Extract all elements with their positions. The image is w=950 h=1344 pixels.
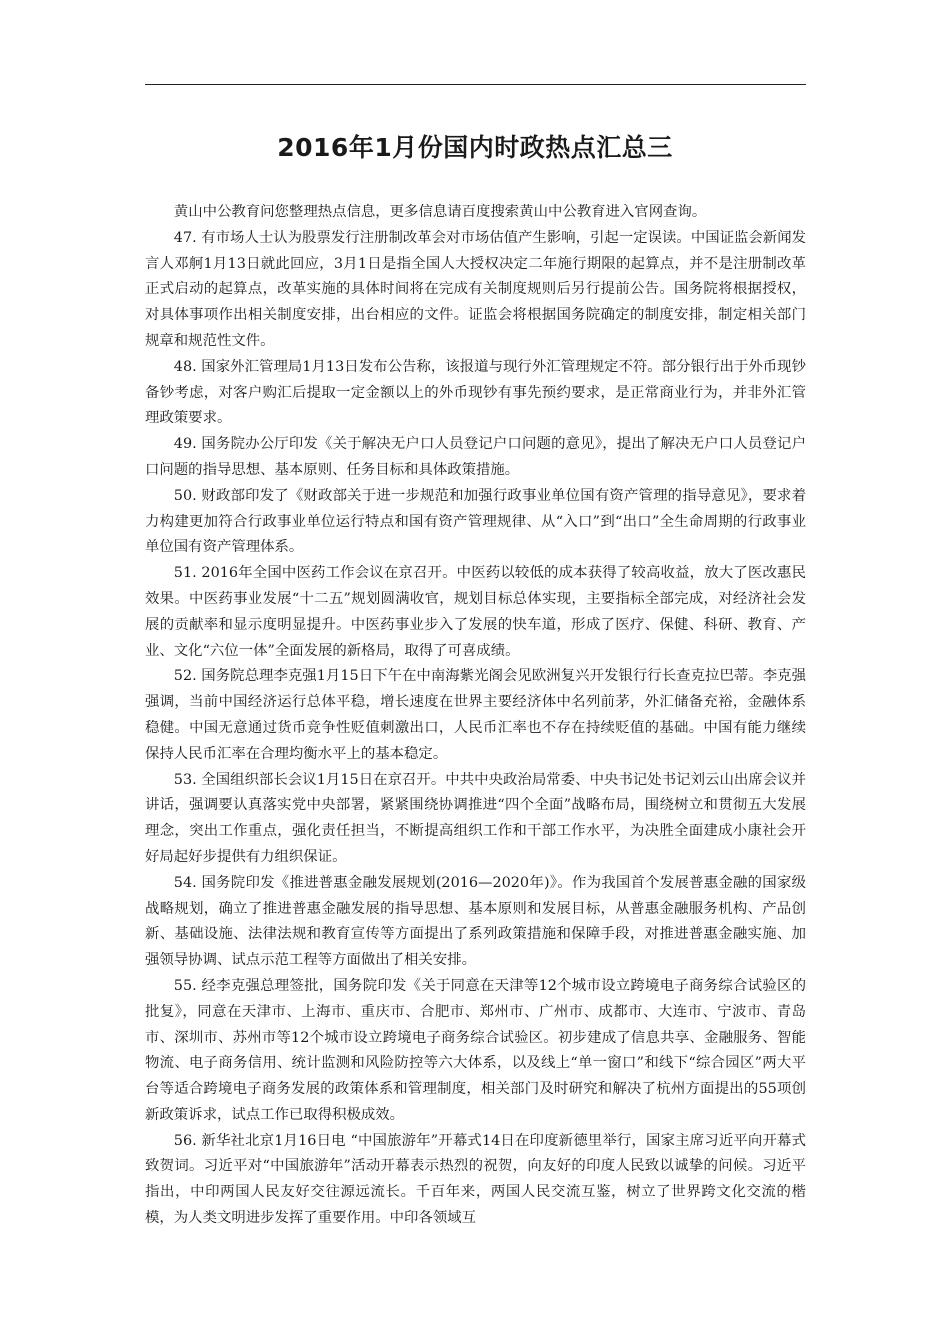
- news-item-51: 51. 2016年全国中医药工作会议在京召开。中医药以较低的成本获得了较高收益，放大了医改惠民效果。中医药事业发展“十二五”规划圆满收官，规划目标总体实现，主要指标全部完成，对经济社会发展的贡献率和显示度明显提升。中医药事业步入了发展的快车道，形成了医疗、保健、科研、教育、产业、文化“六位一体”全面发展的新格局，取得了可喜成绩。: [145, 565, 806, 659]
- news-item-52: 52. 国务院总理李克强1月15日下午在中南海紫光阁会见欧洲复兴开发银行行长查克拉巴蒂。李克强强调，当前中国经济运行总体平稳，增长速度在世界主要经济体中名列前茅，外汇储备充裕，金融体系稳健。中国无意通过货币竞争性贬值刺激出口，人民币汇率也不存在持续贬值的基础。中国有能力继续保持人民币汇率在合理均衡水平上的基本稳定。: [145, 668, 806, 762]
- document-title: 2016年1月份国内时政热点汇总三: [277, 133, 673, 162]
- news-item-48: 48. 国家外汇管理局1月13日发布公告称，该报道与现行外汇管理规定不符。部分银行出于外币现钞备钞考虑，对客户购汇后提取一定金额以上的外币现钞有事先预约要求，是正常商业行为，并非外汇管理政策要求。: [145, 358, 806, 427]
- news-item-50: 50. 财政部印发了《财政部关于进一步规范和加强行政事业单位国有资产管理的指导意见》，要求着力构建更加符合行政事业单位运行特点和国有资产管理规律、从“入口”到“出口”全生命周期的行政事业单位国有资产管理体系。: [145, 487, 806, 556]
- news-item-47: 47. 有市场人士认为股票发行注册制改革会对市场估值产生影响，引起一定误读。中国证监会新闻发言人邓舸1月13日就此回应，3月1日是指全国人大授权决定二年施行期限的起算点，并不是注册制改革正式启动的起算点，改革实施的具体时间将在完成有关制度规则后另行提前公告。国务院将根据授权，对具体事项作出相关制度安排，出台相应的文件。证监会将根据国务院确定的制度安排，制定相关部门规章和规范性文件。: [145, 229, 806, 349]
- news-item-53: 53. 全国组织部长会议1月15日在京召开。中共中央政治局常委、中央书记处书记刘云山出席会议并讲话，强调要认真落实党中央部署，紧紧围绕协调推进“四个全面”战略布局，围绕树立和贯彻五大发展理念，突出工作重点，强化责任担当，不断提高组织工作和干部工作水平，为决胜全面建成小康社会开好局起好步提供有力组织保证。: [145, 771, 806, 865]
- news-item-55: 55. 经李克强总理签批，国务院印发《关于同意在天津等12个城市设立跨境电子商务综合试验区的批复》，同意在天津市、上海市、重庆市、合肥市、郑州市、广州市、成都市、大连市、宁波市、青岛市、深圳市、苏州市等12个城市设立跨境电子商务综合试验区。初步建成了信息共享、金融服务、智能物流、电子商务信用、统计监测和风险防控等六大体系，以及线上“单一窗口”和线下“综合园区”两大平台等适合跨境电子商务发展的政策体系和管理制度，相关部门及时研究和解决了杭州方面提出的55项创新政策诉求，试点工作已取得积极成效。: [145, 977, 806, 1123]
- intro-paragraph: 黄山中公教育问您整理热点信息，更多信息请百度搜索黄山中公教育进入官网查询。: [173, 204, 707, 220]
- document-body: [145, 200, 806, 1232]
- news-item-56: 56. 新华社北京1月16日电 “中国旅游年”开幕式14日在印度新德里举行，国家主席习近平向开幕式致贺词。习近平对“中国旅游年”活动开幕表示热烈的祝贺，向友好的印度人民致以诚挚的问候。习近平指出，中印两国人民友好交往源远流长。千百年来，两国人民交流互鉴，树立了世界跨文化交流的楷模，为人类文明进步发挥了重要作用。中印各领域互: [145, 1132, 806, 1227]
- header-rule: [145, 84, 806, 85]
- news-item-49: 49. 国务院办公厅印发《关于解决无户口人员登记户口问题的意见》，提出了解决无户口人员登记户口问题的指导思想、基本原则、任务目标和具体政策措施。: [145, 436, 806, 478]
- news-item-54: 54. 国务院印发《推进普惠金融发展规划(2016—2020年)》。作为我国首个发展普惠金融的国家级战略规划，确立了推进普惠金融发展的指导思想、基本原则和发展目标，从普惠金融服务机构、产品创新、基础设施、法律法规和教育宣传等方面提出了系列政策措施和保障手段，对推进普惠金融实施、加强领导协调、试点示范工程等方面做出了相关安排。: [145, 874, 806, 969]
